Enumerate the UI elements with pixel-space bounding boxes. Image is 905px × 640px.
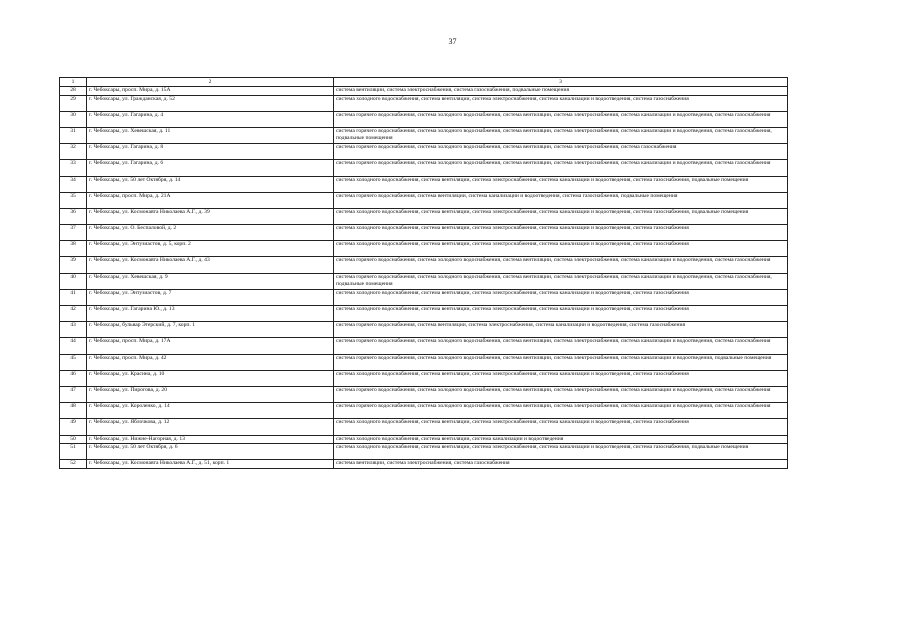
column-header-1: 1 bbox=[60, 78, 87, 87]
address-cell: г. Чебоксары, ул. Красина, д. 10 bbox=[87, 370, 334, 386]
address-cell: г. Чебоксары, просп. Мира, д. 15А bbox=[87, 87, 334, 96]
address-cell: г. Чебоксары, ул. О. Беспаловой, д. 2 bbox=[87, 225, 334, 241]
systems-cell: система холодного водоснабжения, система вентиляции, система электроснабжения, система канализации и водоотведения, система газоснабжения, подвальные помещения bbox=[334, 208, 788, 224]
row-number-cell: 30 bbox=[60, 111, 87, 127]
page-number: 37 bbox=[448, 37, 457, 46]
address-cell: г. Чебоксары, ул. Космонавта Николаева А.Г., д. 39 bbox=[87, 208, 334, 224]
systems-cell: система горячего водоснабжения, система вентиляции, система канализации и водоотведения, система газоснабжения, подвальные помещения bbox=[334, 192, 788, 208]
systems-cell: система холодного водоснабжения, система вентиляции, система электроснабжения, система канализации и водоотведения, система газоснабжения bbox=[334, 225, 788, 241]
address-cell: г. Чебоксары, ул. Гагарина Ю., д. 13 bbox=[87, 306, 334, 322]
systems-cell: система горячего водоснабжения, система холодного водоснабжения, система вентиляции, система электроснабжения, система газоснабжения bbox=[334, 144, 788, 160]
table-row bbox=[60, 241, 788, 257]
row-number-cell: 33 bbox=[60, 160, 87, 176]
address-cell: г. Чебоксары, ул. Пирогова, д. 20 bbox=[87, 386, 334, 402]
table-row bbox=[60, 370, 788, 386]
address-cell: г. Чебоксары, просп. Мира, д. 42 bbox=[87, 354, 334, 370]
table-row bbox=[60, 419, 788, 435]
systems-cell: система горячего водоснабжения, система холодного водоснабжения, система вентиляции, система электроснабжения, система канализации и водоотведения, система газоснабжения bbox=[334, 160, 788, 176]
systems-cell: система горячего водоснабжения, система холодного водоснабжения, система вентиляции, система электроснабжения, система канализации и водоотведения, система газоснабжения bbox=[334, 257, 788, 273]
systems-cell: система горячего водоснабжения, система холодного водоснабжения, система вентиляции, система электроснабжения, система канализации и водоотведения, система газоснабжения, подвальные помещения bbox=[334, 273, 788, 289]
table-row bbox=[60, 87, 788, 96]
table-row bbox=[60, 435, 788, 444]
address-cell: г. Чебоксары, ул. Гагарина, д. 6 bbox=[87, 160, 334, 176]
address-cell: г. Чебоксары, просп. Мира, д. 21А bbox=[87, 192, 334, 208]
address-cell: г. Чебоксары, ул. Хевешская, д. 9 bbox=[87, 273, 334, 289]
row-number-cell: 34 bbox=[60, 176, 87, 192]
row-number-cell: 48 bbox=[60, 403, 87, 419]
systems-cell: система холодного водоснабжения, система вентиляции, система электроснабжения, система канализации и водоотведения, система газоснабжения bbox=[334, 241, 788, 257]
table-row bbox=[60, 127, 788, 143]
table-row bbox=[60, 192, 788, 208]
table-row bbox=[60, 386, 788, 402]
registry-table bbox=[59, 77, 788, 469]
systems-cell: система горячего водоснабжения, система холодного водоснабжения, система вентиляции, система электроснабжения, система канализации и водоотведения, система газоснабжения, подвальные помещения bbox=[334, 127, 788, 143]
table-row bbox=[60, 160, 788, 176]
systems-cell: система вентиляции, система электроснабжения, система газоснабжения bbox=[334, 460, 788, 469]
systems-cell: система горячего водоснабжения, система вентиляции, система электроснабжения, система канализации и водоотведения, система газоснабжения bbox=[334, 322, 788, 338]
row-number-cell: 36 bbox=[60, 208, 87, 224]
systems-cell: система холодного водоснабжения, система вентиляции, система канализации и водоотведения bbox=[334, 435, 788, 444]
systems-cell: система холодного водоснабжения, система вентиляции, система электроснабжения, система канализации и водоотведения, система газоснабжения bbox=[334, 289, 788, 305]
row-number-cell: 37 bbox=[60, 225, 87, 241]
systems-cell: система горячего водоснабжения, система холодного водоснабжения, система вентиляции, система электроснабжения, система канализации и водоотведения, система газоснабжения bbox=[334, 386, 788, 402]
row-number-cell: 38 bbox=[60, 241, 87, 257]
row-number-cell: 44 bbox=[60, 338, 87, 354]
address-cell: г. Чебоксары, ул. Гражданская, д. 52 bbox=[87, 95, 334, 111]
row-number-cell: 49 bbox=[60, 419, 87, 435]
address-cell: г. Чебоксары, ул. Космонавта Николаева А.Г., д. 43 bbox=[87, 257, 334, 273]
row-number-cell: 39 bbox=[60, 257, 87, 273]
systems-cell: система горячего водоснабжения, система холодного водоснабжения, система вентиляции, система электроснабжения, система канализации и водоотведения, система газоснабжения bbox=[334, 111, 788, 127]
table-row bbox=[60, 95, 788, 111]
table-row bbox=[60, 338, 788, 354]
address-cell: г. Чебоксары, просп. Мира, д. 17А bbox=[87, 338, 334, 354]
address-cell: г. Чебоксары, ул. Космонавта Николаева А.Г., д. 51, корп. 1 bbox=[87, 460, 334, 469]
row-number-cell: 29 bbox=[60, 95, 87, 111]
address-cell: г. Чебоксары, ул. 50 лет Октября, д. 6 bbox=[87, 444, 334, 460]
systems-cell: система холодного водоснабжения, система вентиляции, система электроснабжения, система канализации и водоотведения, система газоснабжения bbox=[334, 306, 788, 322]
table-row bbox=[60, 354, 788, 370]
row-number-cell: 32 bbox=[60, 144, 87, 160]
address-cell: г. Чебоксары, ул. Энтузиастов, д. 5, корп. 2 bbox=[87, 241, 334, 257]
table-row bbox=[60, 225, 788, 241]
table-header-row bbox=[60, 78, 788, 87]
table-row bbox=[60, 306, 788, 322]
table-row bbox=[60, 176, 788, 192]
systems-cell: система холодного водоснабжения, система вентиляции, система электроснабжения, система канализации и водоотведения, система газоснабжения, подвальные помещения bbox=[334, 176, 788, 192]
row-number-cell: 31 bbox=[60, 127, 87, 143]
systems-cell: система холодного водоснабжения, система вентиляции, система электроснабжения, система канализации и водоотведения, система газоснабжения bbox=[334, 95, 788, 111]
address-cell: г. Чебоксары, ул. Хевешская, д. 11 bbox=[87, 127, 334, 143]
systems-cell: система горячего водоснабжения, система холодного водоснабжения, система вентиляции, система электроснабжения, система канализации и водоотведения, система газоснабжения bbox=[334, 338, 788, 354]
table-row bbox=[60, 403, 788, 419]
row-number-cell: 47 bbox=[60, 386, 87, 402]
table-row bbox=[60, 257, 788, 273]
address-cell: г. Чебоксары, ул. Энтузиастов, д. 7 bbox=[87, 289, 334, 305]
column-header-3: 3 bbox=[334, 78, 788, 87]
systems-cell: система холодного водоснабжения, система вентиляции, система электроснабжения, система канализации и водоотведения, система газоснабжения bbox=[334, 370, 788, 386]
row-number-cell: 51 bbox=[60, 444, 87, 460]
row-number-cell: 35 bbox=[60, 192, 87, 208]
systems-cell: система холодного водоснабжения, система вентиляции, система электроснабжения, система канализации и водоотведения, система газоснабжения, подвальные помещения bbox=[334, 444, 788, 460]
systems-cell: система вентиляции, система электроснабжения, система газоснабжения, подвальные помещения bbox=[334, 87, 788, 96]
address-cell: г. Чебоксары, ул. Короленко, д. 14 bbox=[87, 403, 334, 419]
systems-cell: система горячего водоснабжения, система холодного водоснабжения, система вентиляции, система электроснабжения, система канализации и водоотведения, система газоснабжения bbox=[334, 403, 788, 419]
table-row bbox=[60, 460, 788, 469]
table-row bbox=[60, 322, 788, 338]
table-row bbox=[60, 208, 788, 224]
row-number-cell: 45 bbox=[60, 354, 87, 370]
table-row bbox=[60, 289, 788, 305]
address-cell: г. Чебоксары, ул. Гагарина, д. 4 bbox=[87, 111, 334, 127]
address-cell: г. Чебоксары, ул. 50 лет Октября, д. 14 bbox=[87, 176, 334, 192]
row-number-cell: 28 bbox=[60, 87, 87, 96]
systems-cell: система холодного водоснабжения, система вентиляции, система электроснабжения, система канализации и водоотведения, система газоснабжения bbox=[334, 419, 788, 435]
table-row bbox=[60, 111, 788, 127]
column-header-2: 2 bbox=[87, 78, 334, 87]
row-number-cell: 50 bbox=[60, 435, 87, 444]
table-row bbox=[60, 144, 788, 160]
table-row bbox=[60, 444, 788, 460]
address-cell: г. Чебоксары, ул. Нижне-Нагорная, д. 13 bbox=[87, 435, 334, 444]
row-number-cell: 52 bbox=[60, 460, 87, 469]
address-cell: г. Чебоксары, бульвар Эгерский, д. 7, корп. 1 bbox=[87, 322, 334, 338]
row-number-cell: 43 bbox=[60, 322, 87, 338]
row-number-cell: 46 bbox=[60, 370, 87, 386]
row-number-cell: 40 bbox=[60, 273, 87, 289]
table-row bbox=[60, 273, 788, 289]
address-cell: г. Чебоксары, ул. Гагарина, д. 8 bbox=[87, 144, 334, 160]
row-number-cell: 42 bbox=[60, 306, 87, 322]
table-body bbox=[60, 87, 788, 469]
row-number-cell: 41 bbox=[60, 289, 87, 305]
address-cell: г. Чебоксары, ул. Яблочкова, д. 12 bbox=[87, 419, 334, 435]
systems-cell: система горячего водоснабжения, система холодного водоснабжения, система вентиляции, система электроснабжения, система канализации и водоотведения, подвальные помещения bbox=[334, 354, 788, 370]
